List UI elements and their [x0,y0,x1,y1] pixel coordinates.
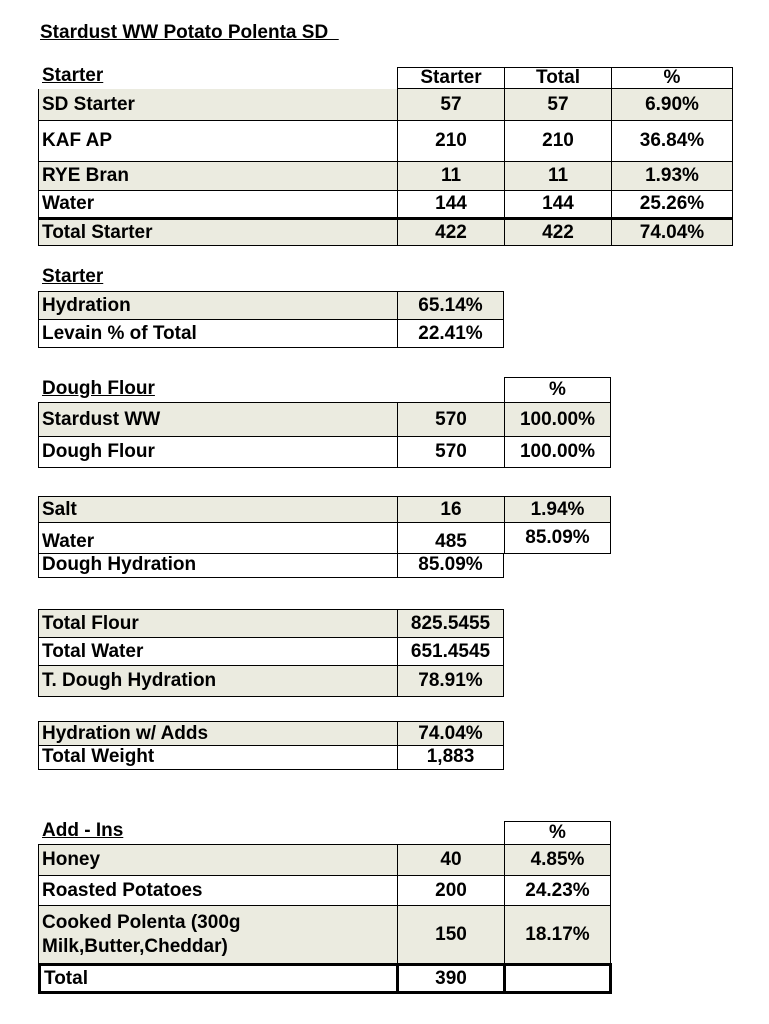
add-in-row-pct: 18.17% [504,905,611,964]
starter-row-label: Water [38,190,397,217]
starter-row-starter: 11 [397,161,504,190]
add-in-row-label: Honey [38,844,397,875]
add-ins-total-value: 390 [396,963,506,994]
flour-row-value: 570 [397,436,504,468]
page-title: Stardust WW Potato Polenta SD [40,22,339,43]
starter-row-total: 144 [504,190,611,217]
total-water-value: 651.4545 [397,637,504,665]
add-ins-section-label: Add - Ins [42,820,124,841]
starter-header-starter: Starter [397,67,504,89]
levain-pct-label: Levain % of Total [38,319,397,348]
starter-total-starter: 422 [397,217,504,246]
starter-row-pct: 6.90% [611,89,733,120]
hydration-value: 65.14% [397,291,504,319]
add-in-row-pct: 24.23% [504,875,611,905]
hydration-label: Hydration [38,291,397,319]
add-in-row-value: 200 [397,875,504,905]
flour-row-pct: 100.00% [504,436,611,468]
add-ins-total-label: Total [38,963,399,994]
hydration-w-adds-label: Hydration w/ Adds [38,721,397,745]
starter-row-pct: 1.93% [611,161,733,190]
starter-row-label: KAF AP [38,120,397,161]
add-in-row-value: 150 [397,905,504,964]
starter-row-pct: 25.26% [611,190,733,217]
starter-row-starter: 57 [397,89,504,120]
starter-row-total: 11 [504,161,611,190]
starter-row-pct: 36.84% [611,120,733,161]
starter-total-label: Total Starter [38,217,397,246]
dough-flour-pct-header: % [504,377,611,402]
water-label: Water [38,522,397,553]
starter-row-total: 57 [504,89,611,120]
starter-row-total: 210 [504,120,611,161]
starter-total-pct: 74.04% [611,217,733,246]
add-in-row-pct: 4.85% [504,844,611,875]
add-in-row-label: Roasted Potatoes [38,875,397,905]
total-water-label: Total Water [38,637,397,665]
starter-stats-section-label: Starter [42,266,104,287]
starter-row-label: RYE Bran [38,161,397,190]
flour-row-pct: 100.00% [504,402,611,436]
hydration-w-adds-value: 74.04% [397,721,504,745]
t-dough-hydration-value: 78.91% [397,665,504,697]
flour-row-value: 570 [397,402,504,436]
total-weight-label: Total Weight [38,745,397,770]
add-ins-total-pct [503,963,612,994]
flour-row-label: Stardust WW [38,402,397,436]
starter-row-starter: 144 [397,190,504,217]
dough-flour-section-label: Dough Flour [42,378,155,399]
total-flour-label: Total Flour [38,609,397,637]
add-in-row-label: Cooked Polenta (300g Milk,Butter,Cheddar) [38,905,397,964]
levain-pct-value: 22.41% [397,319,504,348]
water-pct: 85.09% [504,522,611,554]
starter-row-label: SD Starter [38,89,397,120]
starter-header-pct: % [611,67,733,89]
starter-row-starter: 210 [397,120,504,161]
add-in-row-value: 40 [397,844,504,875]
t-dough-hydration-label: T. Dough Hydration [38,665,397,697]
water-value: 485 [397,522,504,553]
starter-total-total: 422 [504,217,611,246]
salt-label: Salt [38,496,397,522]
salt-value: 16 [397,496,504,522]
starter-header-total: Total [504,67,611,89]
dough-hydration-value: 85.09% [397,553,504,578]
dough-hydration-label: Dough Hydration [38,553,397,578]
flour-row-label: Dough Flour [38,436,397,468]
salt-pct: 1.94% [504,496,611,522]
total-weight-value: 1,883 [397,745,504,770]
total-flour-value: 825.5455 [397,609,504,637]
add-ins-pct-header: % [504,821,611,844]
starter-section-label: Starter [42,65,104,86]
